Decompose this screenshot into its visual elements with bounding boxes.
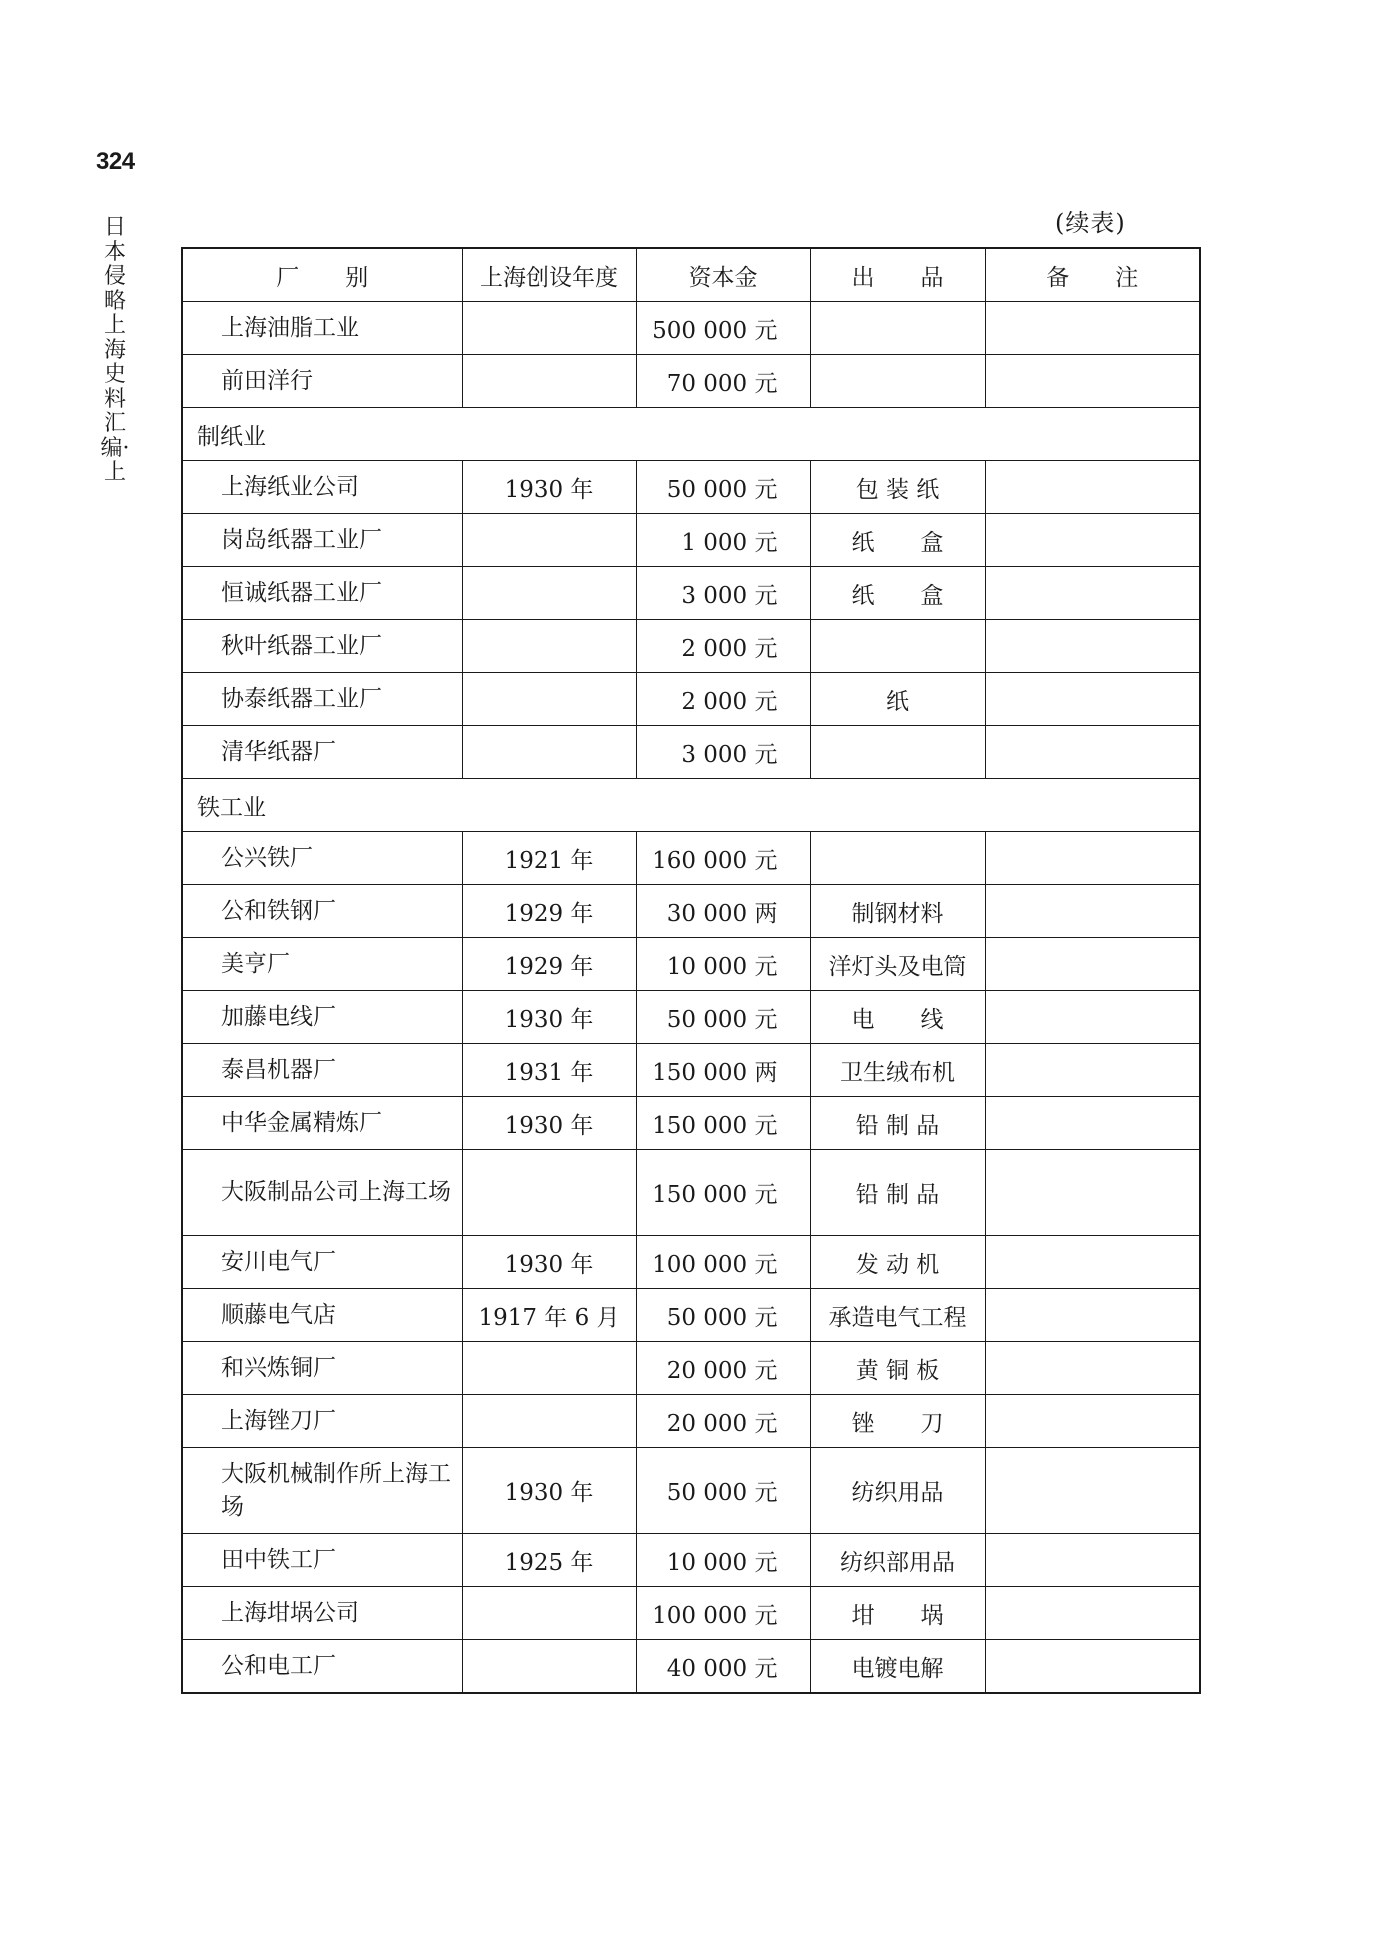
factory-name-cell: 公和铁钢厂 [182,885,462,938]
capital-cell: 160 000 元 [636,832,810,885]
capital-cell: 500 000 元 [636,302,810,355]
note-cell [985,355,1200,408]
table-row [182,726,1200,779]
product-cell: 纸 盒 [810,567,985,620]
note-cell [985,991,1200,1044]
product-cell [810,302,985,355]
note-cell [985,1640,1200,1694]
header-capital: 资本金 [636,248,810,302]
year-cell [462,302,636,355]
product-cell: 黄 铜 板 [810,1342,985,1395]
capital-cell: 150 000 元 [636,1097,810,1150]
factory-name-cell: 上海坩埚公司 [182,1587,462,1640]
year-cell [462,1587,636,1640]
product-cell: 纸 盒 [810,514,985,567]
table-row [182,832,1200,885]
capital-cell: 10 000 元 [636,938,810,991]
capital-cell: 50 000 元 [636,1289,810,1342]
capital-cell: 50 000 元 [636,991,810,1044]
header-row [182,248,1200,302]
product-cell [810,620,985,673]
factory-name-cell: 加藤电线厂 [182,991,462,1044]
table-row [182,1534,1200,1587]
page-number: 324 [96,148,135,175]
product-cell: 洋灯头及电筒 [810,938,985,991]
capital-cell: 30 000 两 [636,885,810,938]
section-row [182,779,1200,832]
factory-name-cell: 岗岛纸器工业厂 [182,514,462,567]
section-row [182,408,1200,461]
year-cell: 1930 年 [462,991,636,1044]
section-label: 制纸业 [182,408,1200,461]
capital-cell: 10 000 元 [636,1534,810,1587]
year-cell: 1931 年 [462,1044,636,1097]
note-cell [985,885,1200,938]
note-cell [985,620,1200,673]
year-cell: 1930 年 [462,1236,636,1289]
factory-name-cell: 泰昌机器厂 [182,1044,462,1097]
product-cell: 纸 [810,673,985,726]
product-cell: 铅 制 品 [810,1150,985,1236]
factory-table [181,247,1201,1694]
product-cell: 包 装 纸 [810,461,985,514]
factory-name-cell: 公和电工厂 [182,1640,462,1694]
capital-cell: 20 000 元 [636,1342,810,1395]
factory-name-cell: 和兴炼铜厂 [182,1342,462,1395]
product-cell: 发 动 机 [810,1236,985,1289]
year-cell: 1929 年 [462,938,636,991]
table-row [182,1097,1200,1150]
note-cell [985,832,1200,885]
table-row [182,1150,1200,1236]
product-cell: 纺织部用品 [810,1534,985,1587]
product-cell: 电 线 [810,991,985,1044]
table-row [182,567,1200,620]
year-cell [462,726,636,779]
note-cell [985,726,1200,779]
capital-cell: 70 000 元 [636,355,810,408]
section-label: 铁工业 [182,779,1200,832]
capital-cell: 2 000 元 [636,620,810,673]
table-row [182,1236,1200,1289]
year-cell: 1921 年 [462,832,636,885]
header-factory: 厂 别 [182,248,462,302]
note-cell [985,1534,1200,1587]
factory-name-cell: 上海锉刀厂 [182,1395,462,1448]
note-cell [985,1587,1200,1640]
note-cell [985,1448,1200,1534]
capital-cell: 3 000 元 [636,567,810,620]
year-cell: 1930 年 [462,461,636,514]
note-cell [985,1236,1200,1289]
note-cell [985,461,1200,514]
factory-name-cell: 恒诚纸器工业厂 [182,567,462,620]
capital-cell: 40 000 元 [636,1640,810,1694]
product-cell: 坩 埚 [810,1587,985,1640]
year-cell: 1925 年 [462,1534,636,1587]
capital-cell: 100 000 元 [636,1587,810,1640]
product-cell: 制钢材料 [810,885,985,938]
header-product: 出 品 [810,248,985,302]
product-cell [810,832,985,885]
factory-name-cell: 协泰纸器工业厂 [182,673,462,726]
factory-name-cell: 大阪机械制作所上海工场 [182,1448,462,1534]
note-cell [985,567,1200,620]
year-cell [462,1395,636,1448]
factory-name-cell: 安川电气厂 [182,1236,462,1289]
product-cell: 电镀电解 [810,1640,985,1694]
year-cell: 1930 年 [462,1448,636,1534]
note-cell [985,938,1200,991]
product-cell [810,726,985,779]
note-cell [985,514,1200,567]
factory-name-cell: 美亨厂 [182,938,462,991]
table-row [182,1587,1200,1640]
table-row [182,1448,1200,1534]
note-cell [985,1289,1200,1342]
header-year: 上海创设年度 [462,248,636,302]
product-cell: 承造电气工程 [810,1289,985,1342]
table-row [182,1342,1200,1395]
capital-cell: 1 000 元 [636,514,810,567]
year-cell [462,673,636,726]
factory-name-cell: 上海纸业公司 [182,461,462,514]
table-row [182,1395,1200,1448]
product-cell [810,355,985,408]
note-cell [985,1342,1200,1395]
table-row [182,938,1200,991]
capital-cell: 100 000 元 [636,1236,810,1289]
year-cell: 1929 年 [462,885,636,938]
table-row [182,991,1200,1044]
running-head: 日本侵略上海史料汇编·上 [100,215,130,485]
capital-cell: 20 000 元 [636,1395,810,1448]
note-cell [985,1150,1200,1236]
factory-name-cell: 前田洋行 [182,355,462,408]
product-cell: 锉 刀 [810,1395,985,1448]
capital-cell: 50 000 元 [636,1448,810,1534]
table-row [182,673,1200,726]
table-row [182,355,1200,408]
factory-name-cell: 顺藤电气店 [182,1289,462,1342]
note-cell [985,1044,1200,1097]
table-row [182,1640,1200,1694]
year-cell: 1930 年 [462,1097,636,1150]
table-row [182,1044,1200,1097]
note-cell [985,302,1200,355]
year-cell [462,355,636,408]
table-row [182,620,1200,673]
factory-name-cell: 秋叶纸器工业厂 [182,620,462,673]
year-cell [462,620,636,673]
year-cell [462,567,636,620]
factory-name-cell: 公兴铁厂 [182,832,462,885]
continued-note: (续表) [1055,209,1126,237]
capital-cell: 3 000 元 [636,726,810,779]
table-row [182,302,1200,355]
factory-name-cell: 清华纸器厂 [182,726,462,779]
factory-name-cell: 上海油脂工业 [182,302,462,355]
factory-name-cell: 中华金属精炼厂 [182,1097,462,1150]
table-row [182,885,1200,938]
factory-name-cell: 田中铁工厂 [182,1534,462,1587]
product-cell: 铅 制 品 [810,1097,985,1150]
table-body [182,302,1200,1694]
table-row [182,461,1200,514]
product-cell: 纺织用品 [810,1448,985,1534]
note-cell [985,1097,1200,1150]
note-cell [985,673,1200,726]
note-cell [985,1395,1200,1448]
factory-name-cell: 大阪制品公司上海工场 [182,1150,462,1236]
year-cell [462,1150,636,1236]
capital-cell: 50 000 元 [636,461,810,514]
product-cell: 卫生绒布机 [810,1044,985,1097]
capital-cell: 2 000 元 [636,673,810,726]
year-cell [462,1640,636,1694]
year-cell [462,1342,636,1395]
table-row [182,1289,1200,1342]
header-note: 备 注 [985,248,1200,302]
year-cell: 1917 年 6 月 [462,1289,636,1342]
year-cell [462,514,636,567]
capital-cell: 150 000 元 [636,1150,810,1236]
table-row [182,514,1200,567]
capital-cell: 150 000 两 [636,1044,810,1097]
